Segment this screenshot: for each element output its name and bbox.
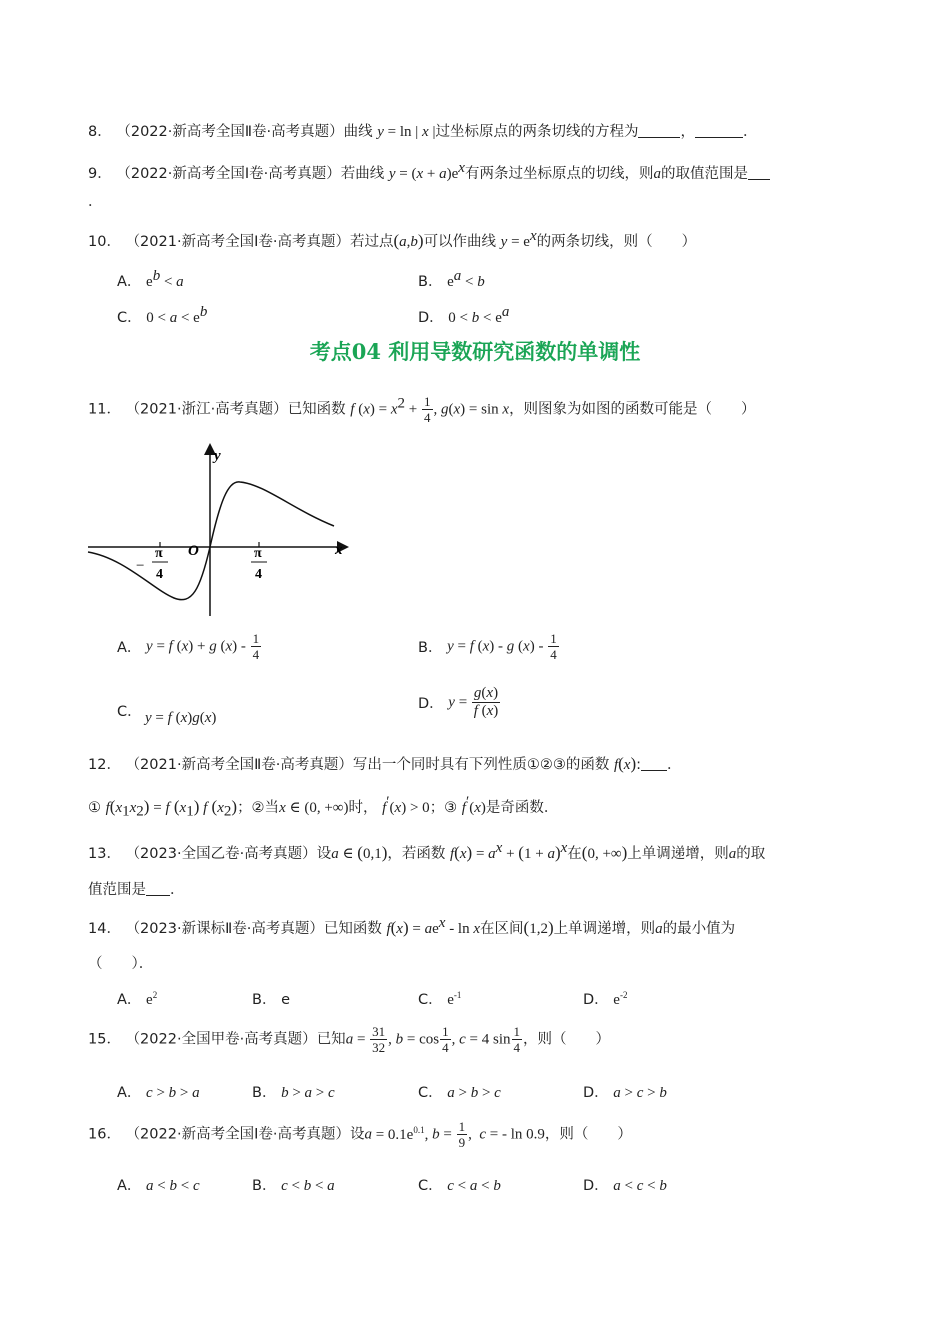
- question-13: 13． （2023·全国乙卷·高考真题）设a ∈ (0,1)，若函数 $f(x) = a^x + (1 + a)^x$在(0, +∞)上单调递增，则a的取: [88, 840, 766, 862]
- option-d[interactable]: D． $0 < b < e^a$: [418, 304, 510, 326]
- option-d[interactable]: D． $e^{-2}$: [583, 990, 628, 1008]
- formula: y: [377, 124, 384, 140]
- question-number: 13．: [88, 845, 121, 862]
- question-number: 16．: [88, 1126, 121, 1143]
- option-d[interactable]: D． a > c > b: [583, 1085, 667, 1101]
- curve: [88, 482, 334, 600]
- option-d[interactable]: D． a < c < b: [583, 1178, 667, 1194]
- option-c[interactable]: C． c < a < b: [418, 1178, 501, 1194]
- option-a[interactable]: A． a < b < c: [117, 1178, 200, 1194]
- option-b[interactable]: B． e: [252, 992, 290, 1008]
- question-14: 14． （2023·新课标Ⅱ卷·高考真题）已知函数 $f(x) = ae^x - \ln x$在区间(1,2)上单调递增，则a的最小值为: [88, 915, 736, 937]
- option-a[interactable]: A． $e^b < a$: [117, 268, 184, 290]
- question-source: （2023·新课标Ⅱ卷·高考真题）: [125, 921, 324, 937]
- question-12: 12． （2021·新高考全国Ⅱ卷·高考真题）写出一个同时具有下列性质①②③的函数 f(x): ．: [88, 754, 682, 773]
- question-source: （2022·新高考全国Ⅱ卷·高考真题）: [116, 124, 344, 140]
- option-b[interactable]: B． b > a > c: [252, 1085, 335, 1101]
- section-title: 考点04 利用导数研究函数的单调性: [309, 339, 641, 364]
- option-b[interactable]: B． y = f (x) - g (x) - $\frac{1}{4}$: [418, 631, 557, 662]
- question-number: 15．: [88, 1031, 121, 1048]
- question-source: （2022·新高考全国Ⅰ卷·高考真题）: [125, 1126, 350, 1143]
- option-c[interactable]: C．: [117, 704, 142, 720]
- option-c[interactable]: C． a > b > c: [418, 1085, 501, 1101]
- question-number: 11．: [88, 401, 121, 418]
- answer-blank[interactable]: [748, 165, 770, 180]
- question-16: 16． （2022·新高考全国Ⅰ卷·高考真题）设$a = 0.1e^{0.1}$, b = $\frac{1}{9}$ , c = - ln 0.9，则（ ）: [88, 1119, 632, 1150]
- answer-blank[interactable]: [146, 881, 170, 896]
- option-b[interactable]: B． c < b < a: [252, 1178, 335, 1194]
- question-number: 10．: [88, 234, 121, 250]
- y-axis-label: y: [214, 448, 221, 464]
- svg-text:4: 4: [156, 567, 163, 582]
- question-10: 10． （2021·新高考全国Ⅰ卷·高考真题）若过点(a,b)可以作曲线 $y = e^x$的两条切线，则（ ）: [88, 228, 697, 250]
- answer-blank[interactable]: [638, 123, 680, 138]
- x-axis-label: x: [335, 542, 343, 558]
- option-a[interactable]: A． c > b > a: [117, 1085, 200, 1101]
- question-number: 8．: [88, 124, 112, 140]
- question-number: 14．: [88, 921, 121, 937]
- option-c[interactable]: C． $0 < a < e^b$: [117, 304, 208, 326]
- answer-blank[interactable]: [695, 123, 743, 138]
- option-b[interactable]: B． $e^a < b$: [418, 268, 485, 290]
- question-source: （2021·浙江·高考真题）: [125, 401, 288, 418]
- question-source: （2022·新高考全国Ⅰ卷·高考真题）: [116, 166, 341, 182]
- question-number: 9．: [88, 166, 112, 182]
- svg-text:π: π: [155, 546, 163, 561]
- question-9: 9． （2022·新高考全国Ⅰ卷·高考真题）若曲线 $y = (x + a)e^x$有两条过坐标原点的切线，则a的取值范围是: [88, 160, 770, 183]
- question-15: 15． （2022·全国甲卷·高考真题）已知a = $\frac{31}{32}$ , b = cos $\frac{1}{4}$ , c = 4 sin $\frac{1}{4}$ ，则（ ）: [88, 1024, 611, 1055]
- option-d[interactable]: D． y = $\frac{g(x)}{f (x)}$: [418, 685, 499, 719]
- question-number: 12．: [88, 757, 121, 773]
- svg-text:π: π: [254, 546, 262, 561]
- question-8: 8． （2022·新高考全国Ⅱ卷·高考真题）曲线 y = ln | x |过坐标原点的两条切线的方程为 ， ．: [88, 124, 758, 140]
- option-c[interactable]: C． $e^{-1}$: [418, 990, 462, 1008]
- formula: y: [388, 166, 396, 182]
- function-graph: [84, 440, 364, 620]
- svg-text:4: 4: [255, 567, 262, 582]
- question-source: （2021·新高考全国Ⅰ卷·高考真题）: [125, 234, 350, 250]
- question-source: （2023·全国乙卷·高考真题）: [125, 845, 317, 862]
- question-11: 11． （2021·浙江·高考真题）已知函数 f $(x) = x^2$ + $\frac{1}{4}$ , g(x) = sin x，则图象为如图的函数可能是（ ）: [88, 394, 756, 425]
- svg-text:−: −: [136, 558, 145, 574]
- option-a[interactable]: A． $e^2$: [117, 990, 158, 1008]
- option-a[interactable]: A． y = f (x) + g (x) - $\frac{1}{4}$: [117, 631, 260, 662]
- origin-label: O: [188, 543, 199, 559]
- answer-blank[interactable]: [641, 756, 667, 771]
- question-source: （2021·新高考全国Ⅱ卷·高考真题）: [125, 757, 353, 773]
- question-source: （2022·全国甲卷·高考真题）: [125, 1031, 317, 1048]
